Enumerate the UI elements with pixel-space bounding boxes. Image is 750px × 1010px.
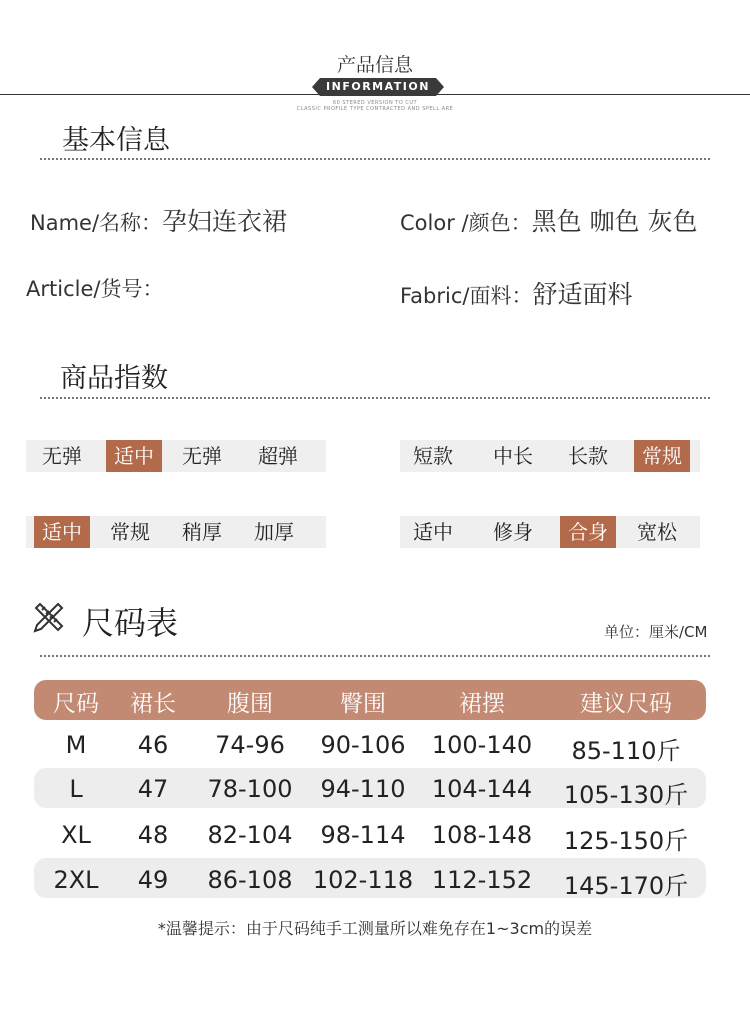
index-tag: 稍厚 [182,520,222,544]
table-cell: 98-114 [320,821,406,849]
index-tag-selected: 常规 [634,440,690,472]
index-tag: 修身 [493,520,533,544]
index-row-thickness [26,516,326,548]
index-tag: 无弹 [182,444,222,468]
index-tag: 中长 [493,444,533,468]
index-tag: 常规 [110,520,150,544]
table-cell: 85-110斤 [571,737,681,765]
table-cell: 102-118 [312,866,414,894]
table-cell: 108-148 [431,821,533,849]
header-subtext-2: CLASSIC PROFILE TYPE CONTRACTED AND SPELL ARE [296,106,454,112]
index-tag: 宽松 [637,520,677,544]
table-cell: 90-106 [320,731,406,759]
fabric-label: Fabric/面料： [400,284,533,308]
table-header-cell: 腹围 [227,691,273,717]
table-cell: 100-140 [431,731,533,759]
table-cell: 86-108 [207,866,293,894]
dotted-divider [40,655,710,657]
table-cell: 82-104 [207,821,293,849]
color-field [400,202,697,238]
table-cell: 2XL [53,866,99,894]
color-label: Color /颜色： [400,211,532,235]
ruler-pencil-icon [32,600,66,638]
fabric-field [400,275,632,311]
article-label: Article/货号： [26,277,164,301]
table-cell: L [69,775,83,803]
table-header-cell: 尺码 [53,691,99,717]
size-note: *温馨提示：由于尺码纯手工测量所以难免存在1~3cm的误差 [157,919,593,938]
dotted-divider [40,397,710,399]
table-cell: 112-152 [431,866,533,894]
header-subtext-1: 60 STERED VERSION TO CUT [332,100,418,106]
name-label: Name/名称： [30,211,163,235]
dotted-divider [40,158,710,160]
article-field [26,273,163,303]
index-row-length [400,440,700,472]
table-cell: 78-100 [207,775,293,803]
name-field [30,202,287,238]
table-cell: 74-96 [215,731,285,759]
index-tag: 长款 [568,444,608,468]
index-tag: 无弹 [42,444,82,468]
table-cell: 145-170斤 [563,872,689,900]
index-tag: 短款 [413,444,453,468]
table-header-cell: 裙摆 [459,691,505,717]
table-cell: 48 [137,821,169,849]
table-cell: 49 [137,866,169,894]
size-chart-title: 尺码表 [82,604,179,642]
color-value: 黑色 咖色 灰色 [531,207,698,236]
index-tag-selected: 适中 [106,440,162,472]
index-row-fit [400,516,700,548]
table-cell: 104-144 [431,775,533,803]
index-title: 商品指数 [60,363,168,394]
table-cell: 125-150斤 [563,827,689,855]
index-tag: 超弹 [258,444,298,468]
table-cell: 46 [137,731,169,759]
table-header-cell: 臀围 [340,691,386,717]
fabric-value: 舒适面料 [532,280,633,309]
table-cell: 105-130斤 [563,781,689,809]
table-cell: XL [61,821,91,849]
table-header-cell: 裙长 [130,691,176,717]
information-badge: INFORMATION [320,78,436,96]
index-tag-selected: 适中 [34,516,90,548]
index-row-stretch [26,440,326,472]
table-cell: 47 [137,775,169,803]
table-header-cell: 建议尺码 [580,691,672,717]
table-cell: M [65,731,87,759]
index-tag-selected: 合身 [560,516,616,548]
name-value: 孕妇连衣裙 [162,207,288,236]
index-tag: 加厚 [254,520,294,544]
page-title: 产品信息 [336,54,413,76]
basic-info-title: 基本信息 [62,125,170,156]
table-cell: 94-110 [320,775,406,803]
unit-label: 单位：厘米/CM [604,623,708,641]
index-tag: 适中 [413,520,453,544]
